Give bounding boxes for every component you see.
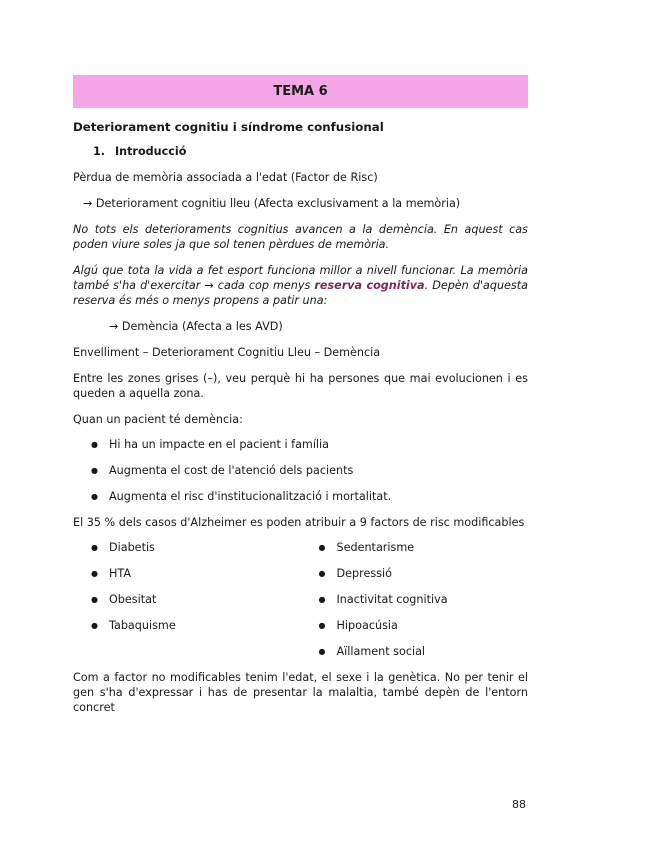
topic-title: TEMA 6: [273, 84, 328, 99]
reserve-text-before: Algú que tota la vida a fet esport funciona millor a nivell funcionar. La memòria també s'ha d'exercitar → cada cop menys: [73, 264, 528, 292]
paragraph-non-modifiable: Com a factor no modificables tenim l'edat, el sexe i la genètica. No per tenir el gen s'ha d'expressar i has de presentar la malaltia, també depèn de l'entorn concret: [73, 671, 528, 714]
paragraph-dementia: → Demència (Afecta a les AVD): [109, 320, 283, 333]
list-item: ● Obesitat: [73, 592, 301, 607]
paragraph-progression: Envelliment – Deteriorament Cognitiu Lleu – Demència: [73, 346, 381, 359]
reserve-highlight: reserva cognitiva: [314, 279, 425, 292]
document-page: [73, 75, 528, 715]
dementia-impact-list: [73, 437, 528, 504]
risk-factor-column-right: [301, 540, 529, 670]
list-item: ● Augmenta el risc d'institucionalització i mortalitat.: [73, 489, 528, 504]
paragraph-mild-impairment: → Deteriorament cognitiu lleu (Afecta exclusivament a la memòria): [83, 197, 461, 210]
list-item: ● Inactivitat cognitiva: [301, 592, 529, 607]
section-heading: [93, 144, 528, 159]
list-item: ● Hipoacúsia: [301, 618, 529, 633]
list-item: ● Augmenta el cost de l'atenció dels pacients: [73, 463, 528, 478]
document-title: Deteriorament cognitiu i síndrome confusional: [73, 120, 384, 134]
list-item: ● Diabetis: [73, 540, 301, 555]
risk-factor-columns: [73, 540, 528, 670]
list-item: ● Sedentarisme: [301, 540, 529, 555]
list-item: ● Depressió: [301, 566, 529, 581]
list-item: ● Tabaquisme: [73, 618, 301, 633]
paragraph-cognitive-reserve: [73, 263, 528, 308]
risk-factor-list-right: [301, 540, 529, 659]
reserve-text-after: . Depèn d'aquesta reserva és més o menys propens a patir una:: [73, 279, 528, 307]
paragraph-not-all-progress: No tots els deterioraments cognitius avancen a la demència. En aquest cas poden viure soles ja que sol tenen pèrdues de memòria.: [73, 223, 528, 251]
topic-header: [73, 75, 528, 108]
section-number: 1.: [93, 145, 106, 158]
list-item: ● Hi ha un impacte en el pacient i família: [73, 437, 528, 452]
page-number: 88: [512, 798, 526, 811]
paragraph-risk-factors: El 35 % dels casos d'Alzheimer es poden atribuir a 9 factors de risc modificables: [73, 516, 525, 529]
section-title: Introducció: [114, 145, 187, 158]
list-item: ● Aïllament social: [301, 644, 529, 659]
paragraph-grey-zones: Entre les zones grises (–), veu perquè hi ha persones que mai evolucionen i es queden a aquella zona.: [73, 372, 528, 400]
paragraph-memory-loss: Pèrdua de memòria associada a l'edat (Factor de Risc): [73, 171, 378, 184]
list-item: ● HTA: [73, 566, 301, 581]
risk-factor-list-left: [73, 540, 301, 633]
paragraph-patient-dementia: Quan un pacient té demència:: [73, 413, 243, 426]
risk-factor-column-left: [73, 540, 301, 670]
